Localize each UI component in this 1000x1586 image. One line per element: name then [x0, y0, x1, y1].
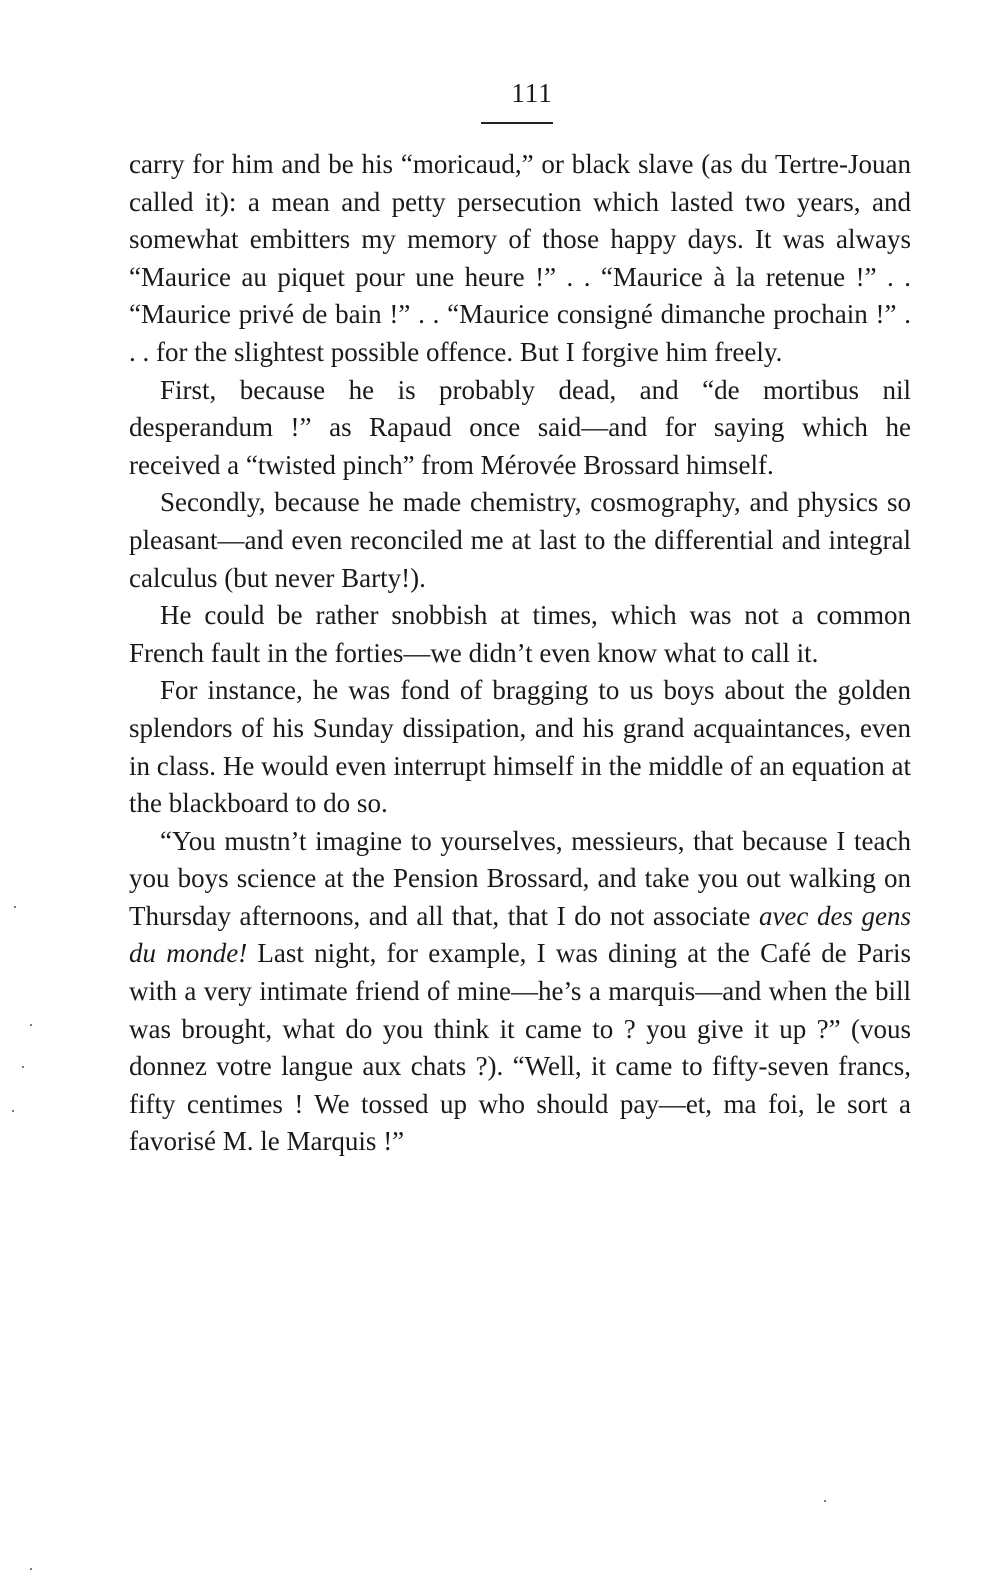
quotation-text-italic: avec des gens du monde! — [129, 900, 911, 969]
scan-speck — [30, 1568, 32, 1570]
paragraph-secondly: Secondly, because he made chemistry, cosmography, and physics so pleasant—and even reconciled me at last to the differential and integral calculus (but never Barty!). — [129, 487, 911, 593]
scan-speck — [824, 1500, 826, 1502]
scan-speck — [12, 1110, 14, 1112]
paragraph-for-instance: For instance, he was fond of bragging to us boys about the golden splendors of his Sunday dissipation, and his grand acquaintances, even in class. He would even interrupt himself in the middle of an equation at the blackboard to do so. — [129, 675, 911, 819]
paragraph-continuation: carry for him and be his “moricaud,” or black slave (as du Tertre-Jouan called it): a mean and petty persecution which lasted two years, and somewhat embitters my memory of those happy days. It was always “Maurice au piquet pour une heure !” . . “Maurice à la retenue !” . . “Maurice privé de bain !” . . “Maurice consigné dimanche prochain !” . . . for the slightest possible offence. But I forgive him freely. — [129, 149, 911, 367]
scan-speck — [22, 1066, 24, 1068]
quotation-text-before: “You mustn’t imagine to yourselves, messieurs, that because I teach you boys science at the Pension Brossard, and take you out walking on Thursday afternoons, and all that, that I do not associate — [129, 825, 911, 931]
body-text — [129, 146, 911, 1161]
quotation-text-after: Last night, for example, I was dining at the Café de Paris with a very intimate friend of mine—he’s a marquis—and when the bill was brought, what do you think it came to ? you give it up ?” (vous donnez votre langue aux chats ?). “Well, it came to fifty-seven francs, fifty centimes ! We tossed up who should pay—et, ma foi, le sort a favorisé M. le Marquis !” — [129, 938, 911, 1157]
paragraph-first-because: First, because he is probably dead, and “de mortibus nil desperandum !” as Rapaud once said—and for saying which he received a “twisted pinch” from Mérovée Brossard himself. — [129, 374, 911, 480]
page-number-rule — [481, 122, 553, 124]
paragraph-snobbish: He could be rather snobbish at times, which was not a common French fault in the forties—we didn’t even know what to call it. — [129, 600, 911, 668]
paragraph-quotation — [129, 823, 911, 1161]
scan-speck — [30, 1024, 32, 1026]
scan-speck — [14, 906, 16, 908]
page-number: 111 — [511, 78, 553, 108]
